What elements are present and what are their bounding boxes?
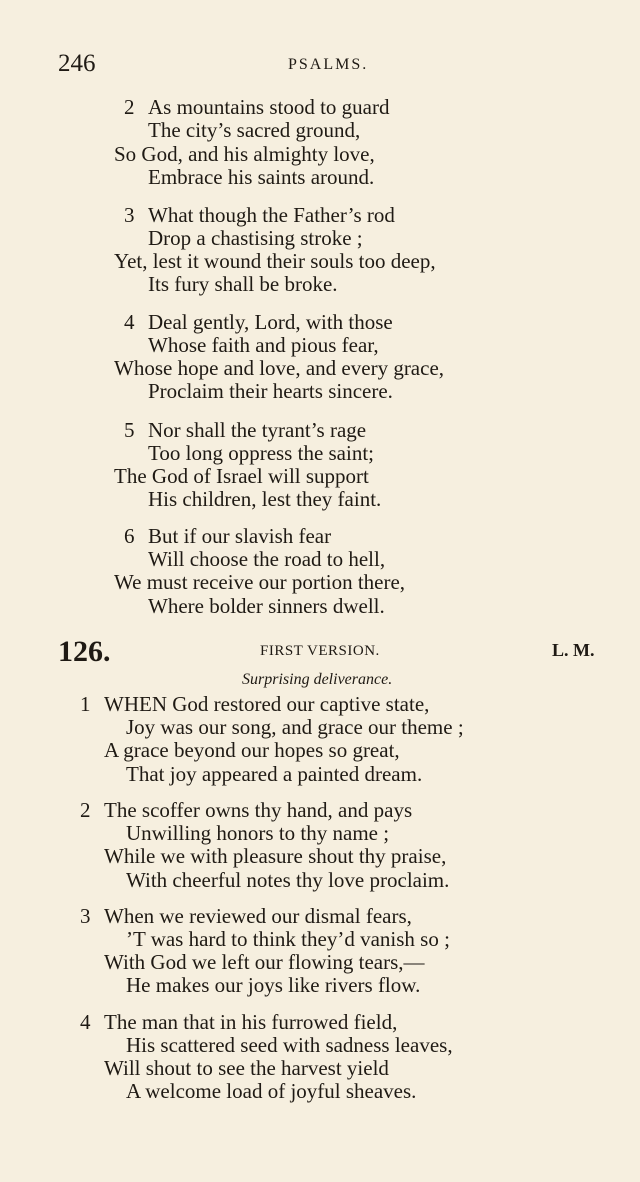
verse-line: As mountains stood to guard bbox=[148, 95, 390, 119]
verse-line: The scoffer owns thy hand, and pays bbox=[104, 798, 413, 822]
meter-label: L. M. bbox=[552, 640, 595, 660]
verse-line: Embrace his saints around. bbox=[148, 165, 375, 189]
stanza-number: 1 bbox=[80, 692, 91, 716]
running-head: PSALMS. bbox=[288, 56, 369, 73]
verse-line: The man that in his furrowed field, bbox=[104, 1010, 398, 1034]
verse-line: Its fury shall be broke. bbox=[148, 272, 338, 296]
verse-line: The God of Israel will support bbox=[114, 464, 369, 488]
verse-line: ’T was hard to think they’d vanish so ; bbox=[126, 927, 450, 951]
verse-line: But if our slavish fear bbox=[148, 524, 332, 548]
stanza-number: 5 bbox=[124, 418, 135, 442]
verse-line: Unwilling honors to thy name ; bbox=[126, 821, 390, 845]
verse-line: What though the Father’s rod bbox=[148, 203, 395, 227]
verse-line: Joy was our song, and grace our theme ; bbox=[126, 715, 464, 739]
verse-line: Where bolder sinners dwell. bbox=[148, 594, 385, 618]
page-header bbox=[58, 50, 578, 80]
verse-line: A welcome load of joyful sheaves. bbox=[126, 1079, 417, 1103]
verse-line: We must receive our portion there, bbox=[114, 570, 406, 594]
verse-line: With cheerful notes thy love proclaim. bbox=[126, 868, 450, 892]
page-number: 246 bbox=[58, 50, 96, 77]
verse-line: A grace beyond our hopes so great, bbox=[104, 738, 400, 762]
verse-line: Nor shall the tyrant’s rage bbox=[148, 418, 367, 442]
verse-line: When we reviewed our dismal fears, bbox=[104, 904, 412, 928]
verse-line: Will choose the road to hell, bbox=[148, 547, 386, 571]
verse-line: While we with pleasure shout thy praise, bbox=[104, 844, 447, 868]
stanza-number: 3 bbox=[124, 203, 135, 227]
stanza-number: 6 bbox=[124, 524, 135, 548]
verse-line: That joy appeared a painted dream. bbox=[126, 762, 423, 786]
stanza-number: 4 bbox=[124, 310, 135, 334]
psalm-subtitle: Surprising deliverance. bbox=[242, 671, 393, 688]
version-label: FIRST VERSION. bbox=[260, 643, 380, 659]
verse-line: WHEN God restored our captive state, bbox=[104, 692, 430, 716]
verse-line: The city’s sacred ground, bbox=[148, 118, 361, 142]
verse-line: Will shout to see the harvest yield bbox=[104, 1056, 389, 1080]
verse-line: His children, lest they faint. bbox=[148, 487, 382, 511]
verse-line: Proclaim their hearts sincere. bbox=[148, 379, 393, 403]
stanza-number: 2 bbox=[124, 95, 135, 119]
verse-line: So God, and his almighty love, bbox=[114, 142, 375, 166]
verse-line: His scattered seed with sadness leaves, bbox=[126, 1033, 453, 1057]
stanza-number: 2 bbox=[80, 798, 91, 822]
verse-line: Whose faith and pious fear, bbox=[148, 333, 379, 357]
verse-line: Whose hope and love, and every grace, bbox=[114, 356, 445, 380]
verse-line: With God we left our flowing tears,— bbox=[104, 950, 425, 974]
verse-line: Drop a chastising stroke ; bbox=[148, 226, 363, 250]
verse-line: Deal gently, Lord, with those bbox=[148, 310, 393, 334]
verse-line: Too long oppress the saint; bbox=[148, 441, 375, 465]
stanza-number: 3 bbox=[80, 904, 91, 928]
stanza-number: 4 bbox=[80, 1010, 91, 1034]
verse-line: He makes our joys like rivers flow. bbox=[126, 973, 421, 997]
verse-line: Yet, lest it wound their souls too deep, bbox=[114, 249, 436, 273]
psalm-number: 126. bbox=[58, 635, 111, 668]
